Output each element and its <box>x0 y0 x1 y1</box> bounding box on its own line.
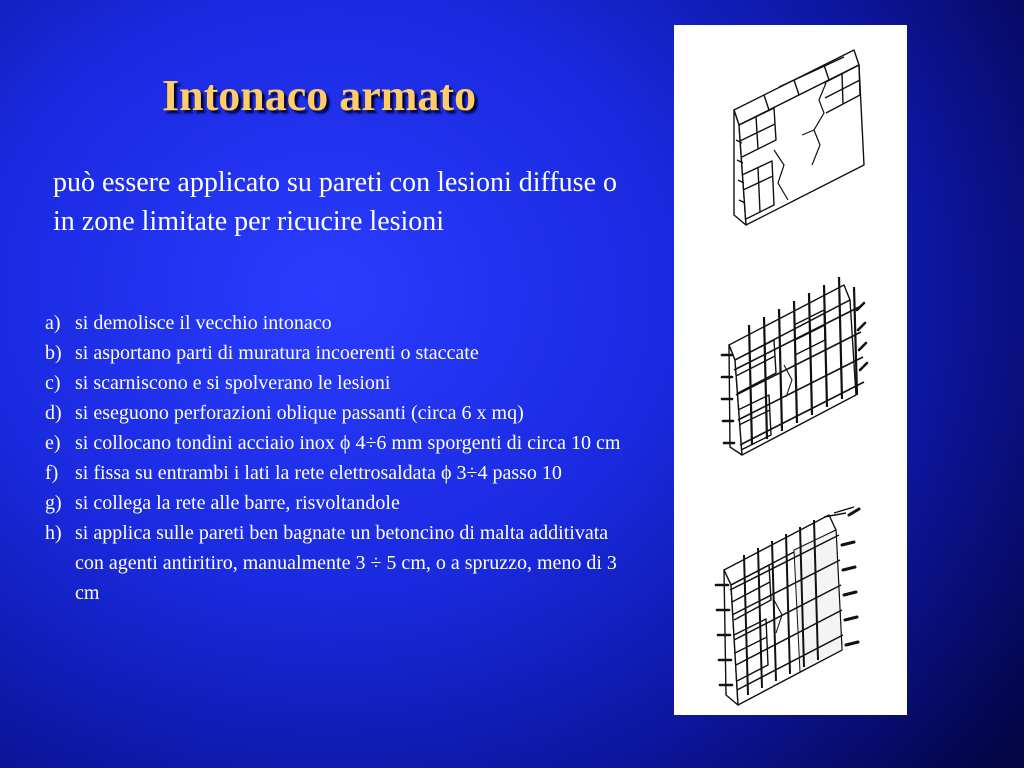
list-item <box>45 398 630 428</box>
list-item-letter: g) <box>45 492 62 514</box>
list-item-text: si eseguono perforazioni oblique passanti (circa 6 x mq) <box>75 402 524 424</box>
steps-list <box>45 308 630 608</box>
list-item-letter: d) <box>45 402 62 424</box>
list-item-text: si asportano parti di muratura incoerenti o staccate <box>75 342 479 364</box>
list-item-text: si collega la rete alle barre, risvoltandole <box>75 492 400 514</box>
list-item-text: si collocano tondini acciaio inox ϕ 4÷6 mm sporgenti di circa 10 cm <box>75 432 621 454</box>
list-item <box>45 458 630 488</box>
wall-diagrams-figure <box>674 25 907 715</box>
list-item-letter: f) <box>45 462 59 484</box>
list-item <box>45 428 630 458</box>
slide-title: Intonaco armato <box>162 71 477 120</box>
list-item <box>45 308 630 338</box>
list-item-letter: b) <box>45 342 62 364</box>
list-item-text: si fissa su entrambi i lati la rete elettrosaldata ϕ 3÷4 passo 10 <box>75 462 562 484</box>
list-item <box>45 518 630 608</box>
list-item-text: si applica sulle pareti ben bagnate un betoncino di malta additivata con agenti antiritiro, manualmente 3 ÷ 5 cm, o a spruzzo, meno di 3 cm <box>75 522 617 604</box>
list-item-letter: a) <box>45 312 61 334</box>
list-item-text: si demolisce il vecchio intonaco <box>75 312 332 334</box>
list-item <box>45 338 630 368</box>
intro-paragraph: può essere applicato su pareti con lesioni diffuse o in zone limitate per ricucire lesioni <box>53 167 617 237</box>
list-item-letter: e) <box>45 432 61 454</box>
list-item-letter: c) <box>45 372 61 394</box>
list-item-letter: h) <box>45 522 62 544</box>
wall-with-bars-diagram <box>722 277 867 455</box>
list-item-text: si scarniscono e si spolverano le lesioni <box>75 372 391 394</box>
list-item <box>45 368 630 398</box>
wall-with-mesh-diagram <box>716 507 859 705</box>
list-item <box>45 488 630 518</box>
cracked-wall-diagram <box>734 50 864 225</box>
